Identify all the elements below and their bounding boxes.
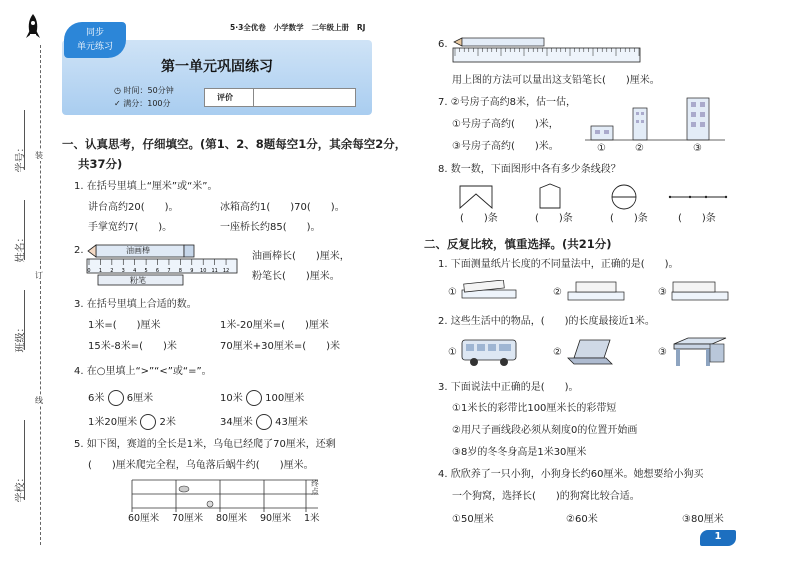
- q3-item[interactable]: 1米-20厘米=( )厘米: [220, 320, 329, 331]
- shapes-figure: [456, 182, 736, 212]
- measure-option-2-icon[interactable]: [566, 280, 626, 306]
- cut-mark: 订: [35, 271, 43, 280]
- house-label: ①: [597, 143, 606, 154]
- q1-item[interactable]: 一座桥长约85( )。: [220, 222, 321, 233]
- measure-option-3-icon[interactable]: [670, 280, 730, 306]
- title-banner: [62, 28, 372, 115]
- q1-item[interactable]: 冰箱高约1( )70( )。: [220, 202, 345, 213]
- page-number: 1: [714, 531, 722, 542]
- s2-q4-option[interactable]: ③80厘米: [682, 514, 724, 525]
- q8-stem: 8. 数一数，下面图形中各有多少条线段？: [438, 164, 621, 175]
- school-write-line[interactable]: [24, 420, 26, 500]
- s2-q3-option[interactable]: ②用尺子画线段必须从刻度0的位置开始画: [452, 425, 638, 436]
- option-label[interactable]: ①: [448, 347, 457, 358]
- s2-q3-option[interactable]: ③8岁的冬冬身高是1米30厘米: [452, 447, 587, 458]
- q4-left: 6米: [88, 393, 105, 404]
- q2-crayon-question[interactable]: 油画棒长( )厘米，: [252, 251, 350, 262]
- bus-icon[interactable]: [460, 336, 520, 372]
- id-write-line[interactable]: [24, 110, 26, 170]
- s2-q4-option[interactable]: ①50厘米: [452, 514, 494, 525]
- q4-item: [220, 414, 308, 430]
- s2-q4-stem-cont[interactable]: 一个狗窝，选择长( )的狗窝比较合适。: [452, 491, 640, 502]
- s2-q1-stem: 1. 下面测量纸片长度的不同量法中，正确的是( )。: [438, 259, 679, 270]
- ruler-number: 3: [121, 268, 125, 274]
- q3-item[interactable]: 15米-8米=( )米: [88, 341, 177, 352]
- school-label: 学校：: [15, 472, 27, 503]
- pencil-ruler-figure: [452, 36, 642, 68]
- q3-stem: 3. 在括号里填上合适的数。: [74, 299, 197, 310]
- ruler-number: 0: [87, 268, 91, 274]
- q4-item: [88, 390, 153, 406]
- badge-line2: 单元练习: [76, 42, 113, 52]
- name-label: 姓名：: [15, 232, 27, 263]
- q8-answer[interactable]: ( )条: [460, 213, 498, 224]
- option-label[interactable]: ③: [658, 287, 667, 298]
- ruler-number: 1: [98, 268, 103, 274]
- houses-figure: [585, 96, 725, 156]
- section1-title-cont: 共37分): [78, 157, 123, 171]
- q4-stem: 4. 在○里填上“>”“<”或“=”。: [74, 366, 212, 377]
- q4-right: 43厘米: [275, 417, 308, 428]
- q4-item: [88, 414, 176, 430]
- q2-number: 2.: [74, 245, 84, 256]
- track-mark: 90厘米: [260, 513, 292, 524]
- full-score: 满分：100分: [123, 99, 171, 108]
- class-label: 班级：: [15, 322, 27, 353]
- track-mark: 60厘米: [128, 513, 160, 524]
- eval-box: [204, 88, 356, 107]
- cut-mark: 装: [35, 151, 43, 160]
- q4-left: 34厘米: [220, 417, 253, 428]
- house-label: ②: [635, 143, 644, 154]
- q5-stem: 5. 如下图，赛道的全长是1米，乌龟已经爬了70厘米，还剩: [74, 439, 336, 450]
- ruler-number: 11: [211, 268, 218, 274]
- binding-margin: [0, 0, 55, 561]
- clock-icon: ◷: [114, 86, 124, 95]
- s2-q3-option[interactable]: ①1米长的彩带比100厘米长的彩带短: [452, 403, 617, 414]
- q1-item[interactable]: 讲台高约20( )。: [88, 202, 179, 213]
- q5-stem-cont[interactable]: ( )厘米爬完全程，乌龟落后蜗牛约( )厘米。: [88, 460, 314, 471]
- option-label[interactable]: ①: [448, 287, 457, 298]
- section2-title: 二、反复比较，慎重选择。(共21分): [424, 237, 612, 251]
- compare-circle[interactable]: [256, 414, 272, 430]
- q4-right: 100厘米: [265, 393, 305, 404]
- desk-icon[interactable]: [670, 336, 728, 372]
- series-name: 5·3全优卷: [230, 23, 266, 32]
- q8-answer[interactable]: ( )条: [678, 213, 716, 224]
- unit-badge: [64, 22, 126, 58]
- q1-item[interactable]: 手掌宽约7( )。: [88, 222, 173, 233]
- rocket-icon: [26, 14, 40, 44]
- q7-b[interactable]: ③号房子高约( )米。: [452, 141, 559, 152]
- s2-q4-option[interactable]: ②60米: [566, 514, 598, 525]
- q4-left: 1米20厘米: [88, 417, 138, 428]
- time-limit: 时间：50分钟: [123, 86, 174, 95]
- measure-option-1-icon[interactable]: [460, 280, 520, 306]
- option-label[interactable]: ②: [553, 287, 562, 298]
- q4-right: 2米: [159, 417, 176, 428]
- laptop-icon[interactable]: [566, 338, 616, 372]
- q4-left: 10米: [220, 393, 243, 404]
- ruler-number: 2: [110, 268, 114, 274]
- crayon-label: 油画棒: [126, 246, 150, 255]
- ruler-number: 9: [190, 268, 194, 274]
- q4-right: 6厘米: [126, 393, 154, 404]
- track-mark: 70厘米: [172, 513, 204, 524]
- s2-q1-options: [448, 280, 738, 306]
- q6-question[interactable]: 用上图的方法可以量出这支铅笔长( )厘米。: [452, 75, 660, 86]
- check-icon: ✓: [114, 99, 124, 108]
- q6-number: 6.: [438, 39, 448, 50]
- q2-chalk-question[interactable]: 粉笔长( )厘米。: [252, 271, 340, 282]
- q3-item[interactable]: 1米=( )厘米: [88, 320, 161, 331]
- track-mark: 1米: [304, 513, 320, 524]
- ruler-number: 6: [155, 268, 160, 274]
- q3-item[interactable]: 70厘米+30厘米=( )米: [220, 341, 341, 352]
- chalk-label: 粉笔: [130, 276, 146, 285]
- s2-q2-stem: 2. 这些生活中的物品，( )的长度最接近1米。: [438, 316, 655, 327]
- q4-item: [220, 390, 304, 406]
- ruler-number: 8: [178, 268, 182, 274]
- subject: 小学数学: [273, 23, 304, 32]
- house-label: ③: [693, 143, 702, 154]
- compare-circle[interactable]: [140, 414, 156, 430]
- q8-answer[interactable]: ( )条: [535, 213, 573, 224]
- q7-stem: 7. ②号房子高约8米，估一估，: [438, 97, 577, 108]
- s2-q2-options: [448, 336, 738, 372]
- badge-line1: 同步: [85, 28, 104, 38]
- q1-stem: 1. 在括号里填上“厘米”或“米”。: [74, 181, 218, 192]
- ruler-number: 5: [144, 268, 148, 274]
- compare-circle[interactable]: [246, 390, 262, 406]
- ruler-number: 4: [133, 268, 137, 274]
- ruler-number: 10: [200, 268, 207, 274]
- grade: 二年级上册: [311, 23, 349, 32]
- compare-circle[interactable]: [108, 390, 124, 406]
- eval-label: 评价: [217, 93, 233, 102]
- track-mark: 80厘米: [216, 513, 248, 524]
- student-id-label: 学号：: [15, 142, 27, 173]
- ruler-number: 12: [222, 268, 230, 274]
- race-track: [128, 478, 328, 528]
- q7-a[interactable]: ①号房子高约( )米，: [452, 119, 559, 130]
- binding-line: [40, 45, 41, 545]
- ruler-number: 7: [167, 268, 171, 274]
- cut-mark: 线: [35, 396, 43, 405]
- name-write-line[interactable]: [24, 200, 26, 260]
- edition: RJ: [356, 23, 366, 32]
- page-number-badge: [700, 530, 736, 546]
- finish-label: 终点: [311, 479, 319, 496]
- class-write-line[interactable]: [24, 290, 26, 350]
- option-label[interactable]: ②: [553, 347, 562, 358]
- ruler-figure: [86, 242, 238, 290]
- s2-q3-stem: 3. 下面说法中正确的是( )。: [438, 382, 579, 393]
- page-title: 第一单元巩固练习: [161, 59, 273, 75]
- option-label[interactable]: ③: [658, 347, 667, 358]
- s2-q4-stem: 4. 欣欣养了一只小狗，小狗身长约60厘米。她想要给小狗买: [438, 469, 704, 480]
- q8-answer[interactable]: ( )条: [610, 213, 648, 224]
- section1-title: 一、认真思考，仔细填空。(第1、2、8题每空1分，其余每空2分，: [62, 137, 407, 151]
